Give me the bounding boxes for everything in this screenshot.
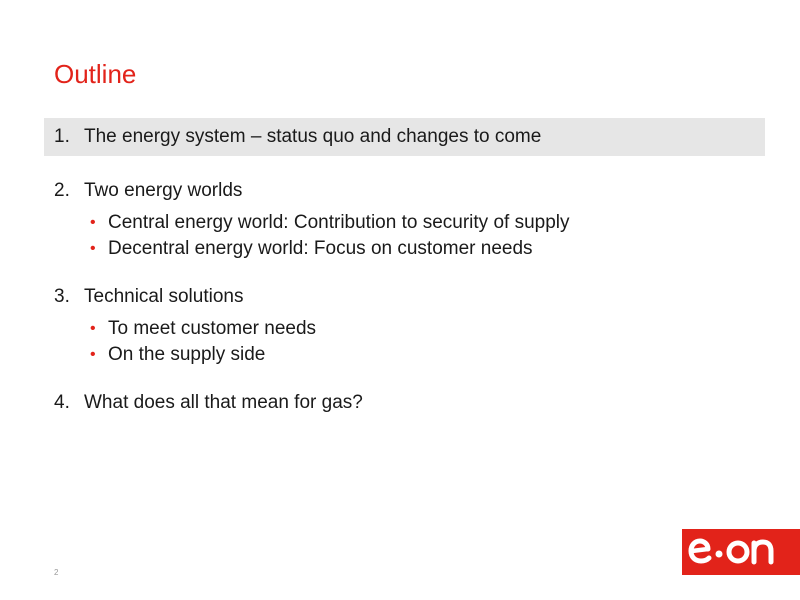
outline-subitem bbox=[44, 316, 765, 342]
outline-item-1 bbox=[44, 118, 765, 156]
page-number: 2 bbox=[54, 568, 59, 577]
outline-item-text: Two energy worlds bbox=[84, 180, 243, 201]
outline-item-text: What does all that mean for gas? bbox=[84, 392, 363, 413]
outline-item-4 bbox=[44, 384, 765, 422]
bullet-icon: • bbox=[90, 240, 96, 257]
outline-subitem bbox=[44, 236, 765, 262]
outline-item-number: 3. bbox=[54, 286, 70, 307]
outline-subitem-text: On the supply side bbox=[108, 344, 266, 365]
outline-subitem-text: Central energy world: Contribution to security of supply bbox=[108, 212, 570, 233]
outline-item-text: The energy system – status quo and changes to come bbox=[84, 126, 542, 147]
bullet-icon: • bbox=[90, 346, 96, 363]
outline-item-text: Technical solutions bbox=[84, 286, 244, 307]
outline-subitem-text: To meet customer needs bbox=[108, 318, 317, 339]
outline-subitem bbox=[44, 342, 765, 368]
eon-logo-icon bbox=[682, 529, 800, 575]
outline-item-2 bbox=[44, 172, 765, 210]
bullet-icon: • bbox=[90, 320, 96, 337]
outline-subitem bbox=[44, 210, 765, 236]
outline-item-number: 1. bbox=[54, 126, 70, 147]
slide-title: Outline bbox=[54, 59, 137, 89]
eon-logo bbox=[682, 529, 800, 575]
outline-item-3 bbox=[44, 278, 765, 316]
outline-list bbox=[44, 118, 765, 422]
bullet-icon: • bbox=[90, 214, 96, 231]
outline-item-number: 2. bbox=[54, 180, 70, 201]
outline-subitem-text: Decentral energy world: Focus on customer needs bbox=[108, 238, 533, 259]
outline-item-number: 4. bbox=[54, 392, 70, 413]
